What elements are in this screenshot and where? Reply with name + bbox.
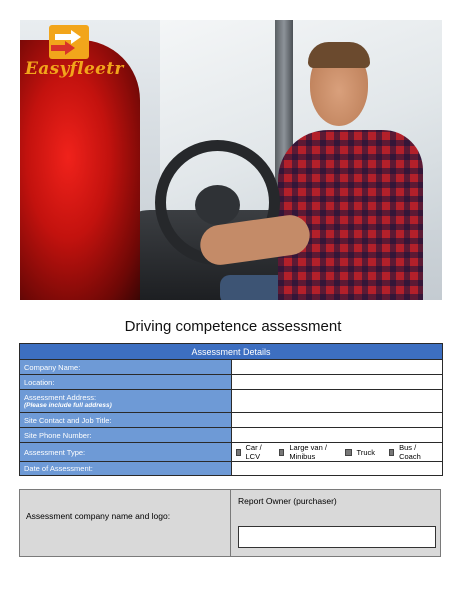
report-owner-label: Report Owner (purchaser): [238, 496, 337, 506]
assessment-details-table: [19, 343, 443, 476]
address-label: Assessment Address:: [24, 393, 97, 402]
type-option-bus[interactable]: [389, 443, 424, 461]
driver-hair: [308, 42, 370, 68]
checkbox-icon[interactable]: [389, 449, 394, 456]
table-row: [20, 443, 443, 462]
address-field[interactable]: [231, 390, 443, 413]
site-contact-field[interactable]: [231, 413, 443, 428]
option-label: Truck: [356, 447, 376, 457]
location-label: Location:: [20, 375, 232, 390]
table-row: [20, 360, 443, 375]
report-owner-field[interactable]: [238, 526, 436, 548]
checkbox-icon[interactable]: [236, 449, 241, 456]
type-option-truck[interactable]: [345, 448, 375, 457]
section-divider: [230, 490, 231, 556]
table-row: [20, 413, 443, 428]
table-header: Assessment Details: [20, 344, 443, 360]
option-label: Car / LCV: [245, 443, 262, 461]
company-name-label: Company Name:: [20, 360, 232, 375]
table-row: [20, 462, 443, 476]
company-logo-label: Assessment company name and logo:: [26, 511, 171, 521]
assessment-type-label: Assessment Type:: [20, 443, 232, 462]
address-note: (Please include full address): [24, 402, 112, 409]
site-contact-label: Site Contact and Job Title:: [20, 413, 232, 428]
steering-hub: [195, 185, 240, 225]
report-owner-section: [19, 489, 441, 557]
checkbox-icon[interactable]: [279, 449, 284, 456]
type-option-car[interactable]: [236, 443, 266, 461]
driver-shirt: [278, 130, 423, 300]
option-label: Bus / Coach: [399, 443, 421, 461]
site-phone-label: Site Phone Number:: [20, 428, 232, 443]
site-phone-field[interactable]: [231, 428, 443, 443]
type-option-large-van[interactable]: [279, 443, 330, 461]
table-row: [20, 428, 443, 443]
date-field[interactable]: [231, 462, 443, 476]
logo-arrows-icon: [49, 25, 89, 59]
brand-logo: [23, 25, 124, 85]
hero-photo: [20, 20, 442, 300]
assessment-type-options: [231, 443, 443, 462]
option-label: Large van / Minibus: [289, 443, 327, 461]
table-row: [20, 375, 443, 390]
logo-wordmark: Easyfleetr: [25, 59, 124, 79]
address-label-cell: [20, 390, 232, 413]
date-label: Date of Assessment:: [20, 462, 232, 476]
checkbox-icon[interactable]: [345, 449, 352, 456]
company-name-field[interactable]: [231, 360, 443, 375]
table-row: [20, 390, 443, 413]
location-field[interactable]: [231, 375, 443, 390]
document-title: Driving competence assessment: [124, 318, 342, 335]
